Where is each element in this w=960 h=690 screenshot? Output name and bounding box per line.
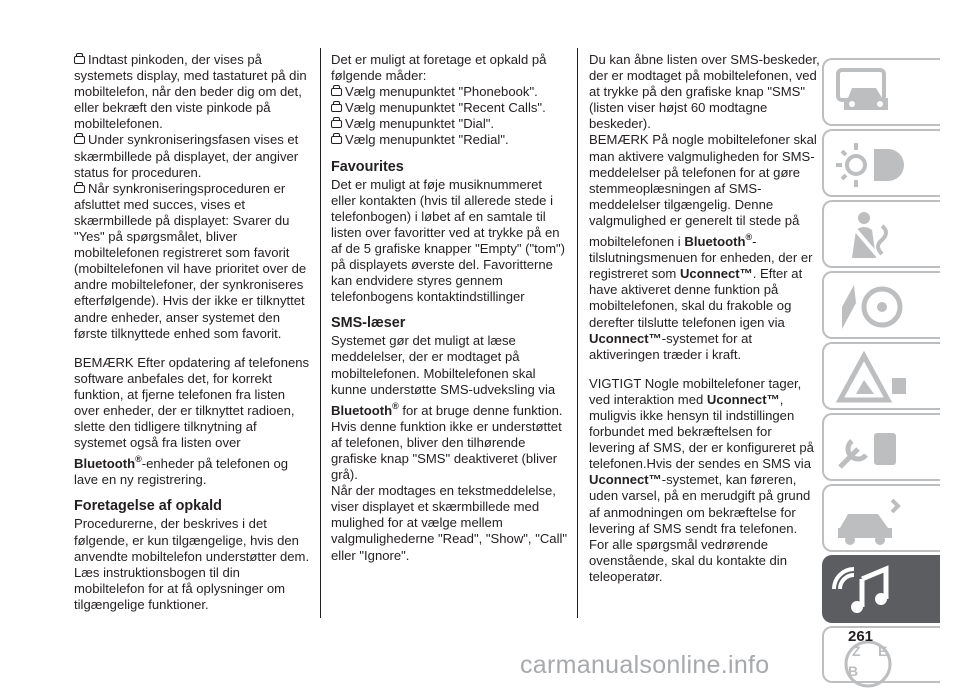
paragraph: Du kan åbne listen over SMS-beskeder, der er modtaget på mobiltelefonen, ved at trykke på den grafiske knap "SMS" (listen viser højst 60 modtagne beskeder). [589, 52, 820, 132]
bullet-item: Indtast pinkoden, der vises på systemets display, med tastaturet på din mobiltelefon, når den beder dig om det, eller bekræft den viste pinkode på mobiltelefonen. [74, 52, 307, 132]
paragraph: Det er muligt at foretage et opkald på følgende måder: [331, 52, 547, 84]
svg-text:B: B [848, 663, 859, 679]
steering-key-icon [834, 277, 912, 335]
section-heading-favourites: Favourites [331, 158, 404, 175]
paragraph: Hvis denne funktion ikke er understøttet af telefonen, bliver den tilhørende grafiske knap "SMS" deaktiveret (bliver grå). [331, 418, 562, 483]
bullet-item: Vælg menupunktet "Dial". [331, 116, 568, 132]
dashboard-lights-icon [834, 135, 912, 193]
watermark: carmanualsonline.info [520, 651, 770, 679]
bullet-item: Vælg menupunktet "Redial". [331, 132, 568, 148]
bullet-icon [331, 120, 342, 128]
tab-car-info[interactable] [822, 58, 940, 126]
tab-warning-breakdown[interactable] [822, 342, 940, 410]
bullet-item: Under synkroniseringsfasen vises et skærmbillede på displayet, der angiver status for proceduren. [74, 132, 299, 180]
note-paragraph: BEMÆRK Efter opdatering af telefonens software anbefales det, for korrekt funktion, at fjerne telefonen fra listen over enheder, der er tilknyttet radioen, slette den tidligere tilknytning af systemet også fra listen over Bluetooth®-enheder på telefonen og lave en ny registrering. [74, 354, 310, 488]
paragraph: Når der modtages en tekstmeddelelse, viser displayet et skærmbillede med mulighed for at vælge mellem valgmulighederne "Read", "Show", "Call" eller "Ignore". [331, 483, 568, 563]
svg-text:E: E [878, 643, 888, 659]
svg-text:Z: Z [852, 643, 861, 659]
bullet-icon [331, 136, 342, 144]
section-heading-sms: SMS-læser [331, 315, 406, 332]
car-info-icon [834, 64, 912, 122]
bullet-icon [331, 104, 342, 112]
warning-breakdown-icon [834, 348, 912, 406]
section-heading: Foretagelse af opkald [74, 498, 222, 515]
bullet-item: Vælg menupunktet "Recent Calls". [331, 100, 568, 116]
bullet-icon [74, 136, 85, 144]
tab-dashboard-lights[interactable] [822, 129, 940, 197]
multimedia-music-icon [832, 559, 910, 617]
tab-car-specs[interactable] [822, 484, 940, 552]
page-number: 261 [848, 628, 874, 645]
tab-multimedia[interactable] [822, 555, 940, 623]
column-1 [74, 52, 310, 613]
note-paragraph: BEMÆRK På nogle mobiltelefoner skal man aktivere valgmuligheden for SMS-meddelelser på telefonen for at gøre stemmeoplæsningen af SMS-meddelelser tilgængelig. Denne valgmulighed er generelt til stede på mobiltelefonen i Bluetooth®-tilslutningsmenuen for enheden, der er registreret som Uconnect™. Efter at have aktiveret denne funktion på mobiltelefonen, skal du frakoble og derefter tilslutte telefonen igen via Uconnect™-systemet for at aktiveringen træder i kraft. [589, 132, 817, 362]
tab-seatbelt-airbag[interactable] [822, 200, 940, 268]
column-divider [320, 48, 321, 618]
column-2 [331, 52, 568, 564]
tab-steering-key[interactable] [822, 271, 940, 339]
paragraph: Procedurerne, der beskrives i det følgende, er kun tilgængelige, hvis den anvendte mobiltelefon understøtter dem. Læs instruktionsbogen til din mobiltelefon for at få oplysninger om tilgængelige funktioner. [74, 516, 310, 612]
bullet-item: Når synkroniseringsproceduren er afsluttet med succes, vises et skærmbillede på displayet: Svarer du "Yes" på spørgsmålet, bliver mobiltelefonen registreret som favorit (mobiltelefonen vil have prioritet over de andre mobiltelefoner, der synkroniseres efterfølgende). Hvis der ikke er tilknyttet andre enheder, anser systemet den første tilknyttede enhed som favorit. [74, 180, 307, 341]
important-paragraph: VIGTIGT Nogle mobiltelefoner tager, ved interaktion med Uconnect™, muligvis ikke hensyn til indstillingen forbundet med bekræftelsen for levering af SMS, der er konfigureret på telefonen.Hvis der sendes en SMS via Uconnect™-systemet, kan føreren, uden varsel, på en merudgift på grund af anmodningen om bekræftelse for levering af SMS sendt fra telefonen. For alle spørgsmål vedrørende ovenstående, skal du kontakte din teleoperatør. [589, 375, 814, 584]
car-specs-icon [834, 490, 912, 548]
paragraph: Systemet gør det muligt at læse meddelelser, der er modtaget på mobiltelefonen. Mobiltelefonen skal kunne understøtte SMS-udveksling via Bluetooth® for at bruge denne funktion. [331, 333, 563, 418]
tab-maintenance[interactable] [822, 413, 940, 481]
column-3 [589, 52, 820, 585]
seatbelt-airbag-icon [834, 206, 912, 264]
maintenance-tools-icon [834, 419, 912, 477]
bullet-icon [74, 56, 85, 64]
paragraph: Det er muligt at føje musiknummeret eller kontakten (hvis til allerede stede i telefonbogen) i løbet af en samtale til listen over favoritter ved at trykke på en af de 5 grafiske knapper "Empty" ("tom") på displayets øverste del. Favoritterne kan endvidere styres gennem telefonbogens kontaktindstillinger [331, 176, 566, 305]
bullet-icon [74, 185, 85, 193]
tab-alphabetical-index[interactable] [822, 626, 940, 683]
bullet-item: Vælg menupunktet "Phonebook". [331, 84, 568, 100]
column-divider [577, 48, 578, 618]
bullet-icon [331, 88, 342, 96]
